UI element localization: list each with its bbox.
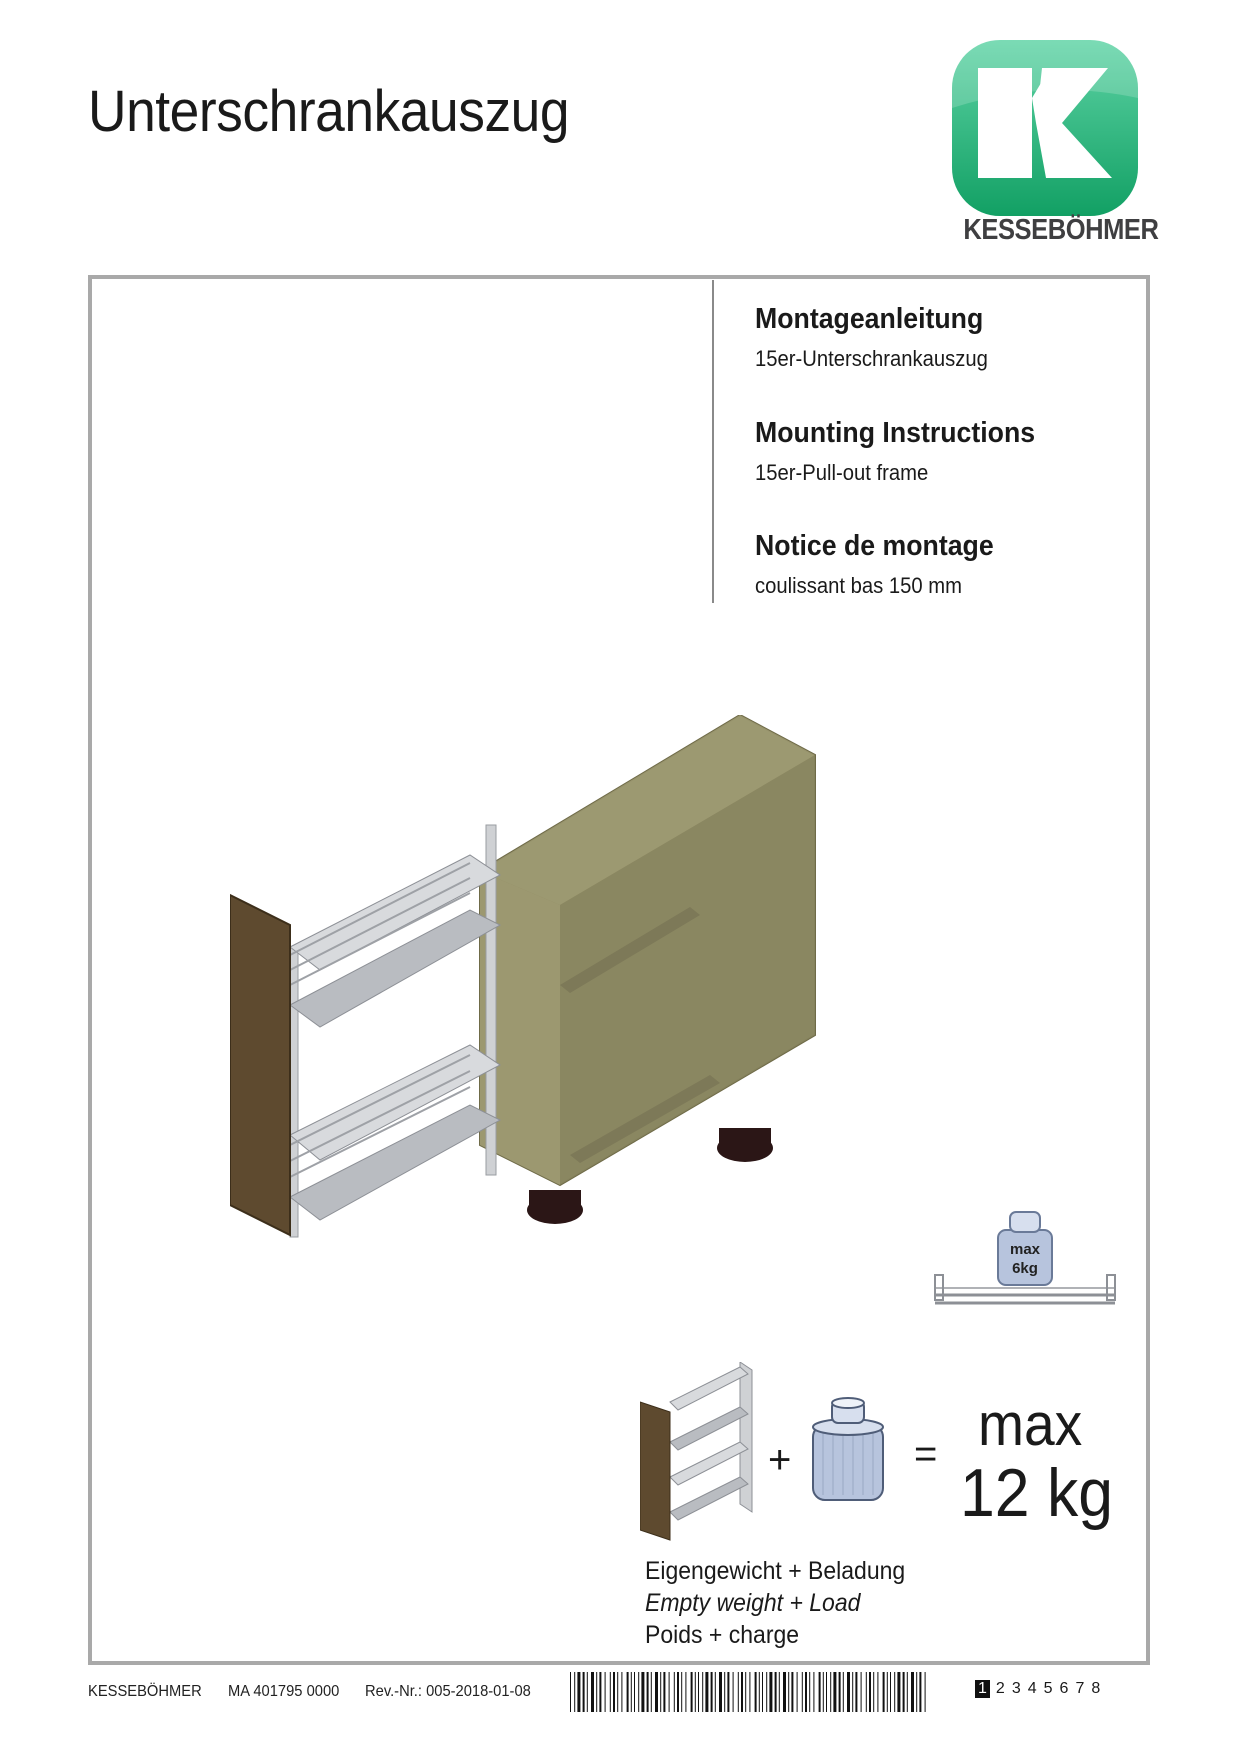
instruction-block-en: [755, 417, 1059, 486]
instruction-subtitle: 15er-Unterschrankauszug: [755, 346, 988, 371]
barcode-bar: [779, 1672, 780, 1712]
equals-sign: =: [914, 1432, 938, 1476]
barcode-bar: [599, 1672, 601, 1712]
barcode-bar: [733, 1672, 734, 1712]
barcode-bar: [660, 1672, 661, 1712]
document-title: Unterschrankauszug: [88, 79, 570, 144]
barcode-bar: [833, 1672, 836, 1712]
barcode-bar: [641, 1672, 644, 1712]
barcode-bar: [691, 1672, 693, 1712]
instruction-heading: Notice de montage: [755, 530, 994, 562]
barcode-bar: [651, 1672, 652, 1712]
barcode-bar: [759, 1672, 760, 1712]
barcode-bar: [711, 1672, 713, 1712]
barcode-bar: [823, 1672, 824, 1712]
plus-sign: +: [768, 1438, 792, 1482]
logo-brand-name: KESSEBÖHMER: [963, 214, 1159, 246]
barcode-bar: [813, 1672, 814, 1712]
barcode-bar: [762, 1672, 763, 1712]
instruction-heading: Mounting Instructions: [755, 417, 1036, 449]
barcode-bar: [755, 1672, 757, 1712]
barcode-bar: [887, 1672, 888, 1712]
pull-out-unit-icon: [640, 1362, 760, 1542]
barcode-bar: [749, 1672, 750, 1712]
barcode-bar: [766, 1672, 767, 1712]
barcode-bar: [627, 1672, 629, 1712]
barcode-bar: [797, 1672, 798, 1712]
barcode-bar: [769, 1672, 772, 1712]
barcode-bar: [702, 1672, 703, 1712]
weight-icon: [808, 1395, 888, 1505]
legend-en: Empty weight + Load: [645, 1589, 861, 1617]
barcode-bar: [674, 1672, 675, 1712]
barcode-bar: [819, 1672, 821, 1712]
barcode-bar: [621, 1672, 622, 1712]
barcode-bar: [897, 1672, 900, 1712]
barcode-bar: [866, 1672, 867, 1712]
page-number: 5: [1043, 1680, 1053, 1697]
barcode-bar: [843, 1672, 844, 1712]
page-number: 1: [975, 1680, 990, 1698]
barcode-bar: [855, 1672, 857, 1712]
barcode-bar: [634, 1672, 635, 1712]
barcode-bar: [738, 1672, 739, 1712]
page-number: 2: [995, 1680, 1005, 1697]
barcode-bar: [685, 1672, 686, 1712]
page-number: 8: [1091, 1680, 1101, 1697]
barcode-bar: [613, 1672, 615, 1712]
barcode-bar: [719, 1672, 722, 1712]
barcode-bar: [852, 1672, 853, 1712]
barcode-bar: [610, 1672, 611, 1712]
barcode-bar: [577, 1672, 580, 1712]
instruction-subtitle: coulissant bas 150 mm: [755, 573, 962, 598]
instruction-subtitle: 15er-Pull-out frame: [755, 460, 929, 485]
barcode-bar: [669, 1672, 670, 1712]
load-legend: [645, 1555, 905, 1651]
barcode-bar: [638, 1672, 639, 1712]
barcode-bar: [681, 1672, 682, 1712]
barcode-bar: [647, 1672, 649, 1712]
barcode-bar: [802, 1672, 803, 1712]
barcode-bar: [919, 1672, 921, 1712]
page-number: 6: [1059, 1680, 1069, 1697]
max-label: max: [978, 1391, 1083, 1458]
kessebohmer-logo-icon: [950, 38, 1140, 218]
barcode-bar: [775, 1672, 777, 1712]
barcode-bar: [869, 1672, 871, 1712]
barcode-bar: [830, 1672, 831, 1712]
barcode-bar: [809, 1672, 810, 1712]
footer-brand: KESSEBÖHMER: [88, 1683, 202, 1700]
barcode-bar: [911, 1672, 914, 1712]
footer-revision: Rev.-Nr.: 005-2018-01-08: [365, 1683, 531, 1700]
shelf-max-weight-icon: [930, 1200, 1120, 1315]
barcode-bar: [805, 1672, 807, 1712]
barcode-bar: [741, 1672, 743, 1712]
barcode: [570, 1672, 930, 1712]
barcode-bar: [890, 1672, 891, 1712]
barcode-bar: [894, 1672, 895, 1712]
page-number: 3: [1011, 1680, 1021, 1697]
barcode-bar: [925, 1672, 926, 1712]
barcode-bar: [591, 1672, 594, 1712]
barcode-bar: [727, 1672, 729, 1712]
barcode-bar: [847, 1672, 850, 1712]
page-indicator: [975, 1680, 1101, 1698]
barcode-bar: [916, 1672, 917, 1712]
barcode-bar: [724, 1672, 725, 1712]
barcode-bar: [677, 1672, 679, 1712]
barcode-bar: [695, 1672, 696, 1712]
barcode-bar: [705, 1672, 708, 1712]
instruction-block-de: [755, 303, 1008, 372]
page-number: 7: [1075, 1680, 1085, 1697]
barcode-bar: [788, 1672, 789, 1712]
barcode-bar: [839, 1672, 841, 1712]
barcode-bar: [698, 1672, 699, 1712]
barcode-bar: [873, 1672, 874, 1712]
barcode-bar: [745, 1672, 746, 1712]
barcode-bar: [826, 1672, 827, 1712]
barcode-bar: [783, 1672, 786, 1712]
barcode-bar: [574, 1672, 575, 1712]
barcode-bar: [903, 1672, 905, 1712]
barcode-bar: [583, 1672, 585, 1712]
vertical-divider: [712, 280, 714, 603]
page-number: 4: [1027, 1680, 1037, 1697]
barcode-bar: [861, 1672, 862, 1712]
barcode-bar: [883, 1672, 885, 1712]
barcode-bar: [617, 1672, 618, 1712]
barcode-bar: [877, 1672, 878, 1712]
instruction-block-fr: [755, 530, 1014, 599]
barcode-bar: [715, 1672, 716, 1712]
barcode-bar: [596, 1672, 597, 1712]
barcode-bar: [570, 1672, 571, 1712]
max-load-value: 12 kg: [960, 1455, 1114, 1531]
barcode-bar: [587, 1672, 588, 1712]
barcode-bar: [605, 1672, 606, 1712]
barcode-bar: [655, 1672, 658, 1712]
shelf-weight-label: max: [1009, 1241, 1041, 1258]
barcode-bar: [663, 1672, 665, 1712]
barcode-bar: [907, 1672, 908, 1712]
legend-fr: Poids + charge: [645, 1621, 800, 1649]
barcode-bar: [631, 1672, 632, 1712]
footer-doc-number: MA 401795 0000: [228, 1683, 340, 1700]
barcode-bar: [791, 1672, 793, 1712]
instruction-heading: Montageanleitung: [755, 303, 984, 335]
pull-out-frame-illustration: [230, 715, 830, 1395]
shelf-weight-value: 6kg: [1012, 1260, 1038, 1277]
legend-de: Eigengewicht + Beladung: [645, 1557, 906, 1585]
